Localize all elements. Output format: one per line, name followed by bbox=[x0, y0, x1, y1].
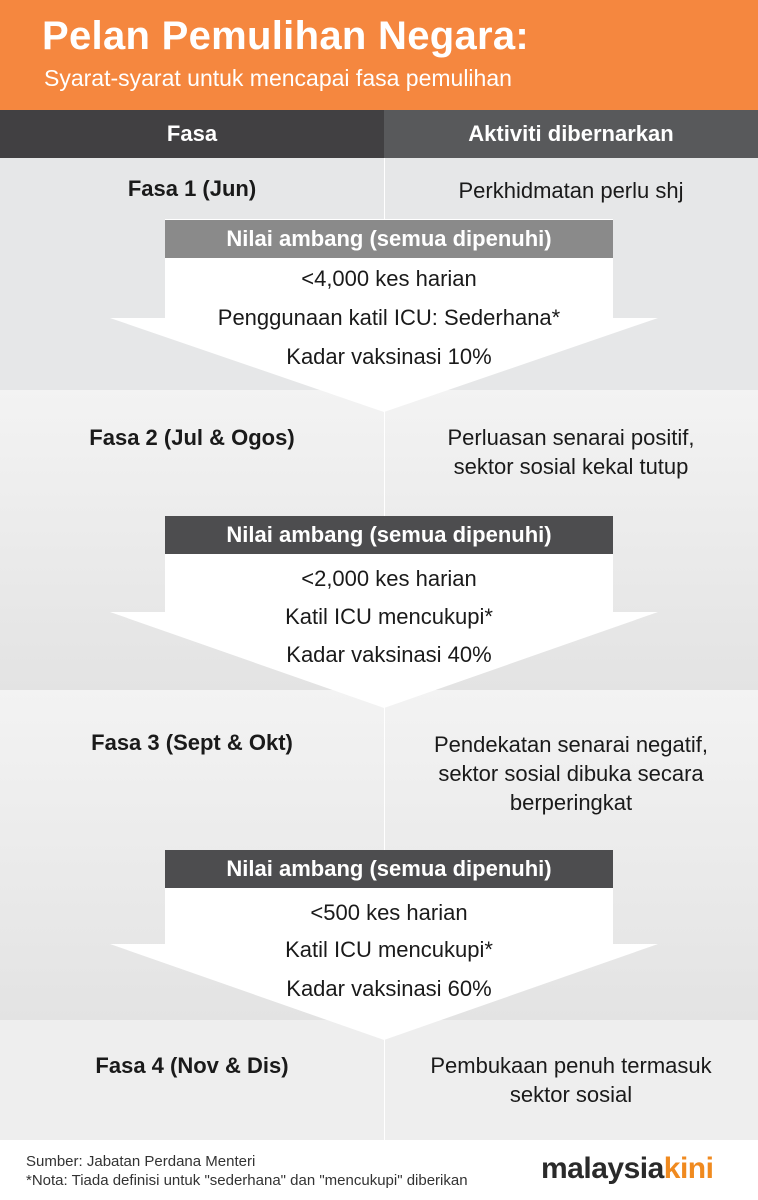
phase-2-activity bbox=[384, 423, 758, 481]
malaysiakini-logo bbox=[541, 1152, 713, 1186]
phase-4-activity bbox=[384, 1051, 758, 1109]
threshold-2-vaccination: Kadar vaksinasi 40% bbox=[286, 642, 492, 667]
page-title: Pelan Pemulihan Negara: bbox=[42, 14, 530, 58]
source-text: Sumber: Jabatan Perdana Menteri bbox=[26, 1153, 256, 1170]
phase-1-activity bbox=[384, 176, 758, 205]
threshold-2-header: Nilai ambang (semua dipenuhi) bbox=[165, 516, 613, 554]
phase-3-activity bbox=[384, 730, 758, 817]
threshold-3-vaccination: Kadar vaksinasi 60% bbox=[286, 976, 492, 1001]
phase-3-activity-line: sektor sosial dibuka secara bbox=[438, 761, 704, 786]
phase-2-activity-line: sektor sosial kekal tutup bbox=[453, 454, 689, 479]
column-header-phase: Fasa bbox=[0, 110, 384, 158]
threshold-1-icu: Penggunaan katil ICU: Sederhana* bbox=[217, 305, 561, 330]
column-header-activity: Aktiviti dibernarkan bbox=[384, 110, 758, 158]
phase-3-label: Fasa 3 (Sept & Okt) bbox=[91, 730, 293, 755]
threshold-1-header: Nilai ambang (semua dipenuhi) bbox=[165, 220, 613, 258]
logo-text-part1: malaysia bbox=[541, 1152, 664, 1185]
threshold-2-icu: Katil ICU mencukupi* bbox=[285, 604, 493, 629]
footnote-text: *Nota: Tiada definisi untuk "sederhana" dan "mencukupi" diberikan bbox=[26, 1172, 468, 1189]
phase-2-activity-line: Perluasan senarai positif, bbox=[447, 425, 695, 450]
page-subtitle: Syarat-syarat untuk mencapai fasa pemulihan bbox=[44, 65, 512, 91]
logo-text-part2: kini bbox=[663, 1152, 714, 1185]
phase-3-activity-line: Pendekatan senarai negatif, bbox=[434, 732, 708, 757]
phase-1-activity-line: Perkhidmatan perlu shj bbox=[458, 178, 684, 203]
phase-2-label: Fasa 2 (Jul & Ogos) bbox=[89, 425, 295, 450]
phase-4-label: Fasa 4 (Nov & Dis) bbox=[95, 1053, 289, 1078]
threshold-3-header: Nilai ambang (semua dipenuhi) bbox=[165, 850, 613, 888]
phase-4-activity-line: Pembukaan penuh termasuk bbox=[430, 1053, 712, 1078]
threshold-1-vaccination: Kadar vaksinasi 10% bbox=[286, 344, 492, 369]
threshold-1-cases: <4,000 kes harian bbox=[301, 266, 477, 291]
phase-4-activity-line: sektor sosial bbox=[509, 1082, 633, 1107]
phase-1-label: Fasa 1 (Jun) bbox=[127, 176, 257, 201]
phase-3-activity-line: berperingkat bbox=[509, 790, 633, 815]
threshold-3-cases: <500 kes harian bbox=[310, 900, 468, 925]
threshold-2-cases: <2,000 kes harian bbox=[301, 566, 477, 591]
threshold-3-icu: Katil ICU mencukupi* bbox=[285, 937, 493, 962]
